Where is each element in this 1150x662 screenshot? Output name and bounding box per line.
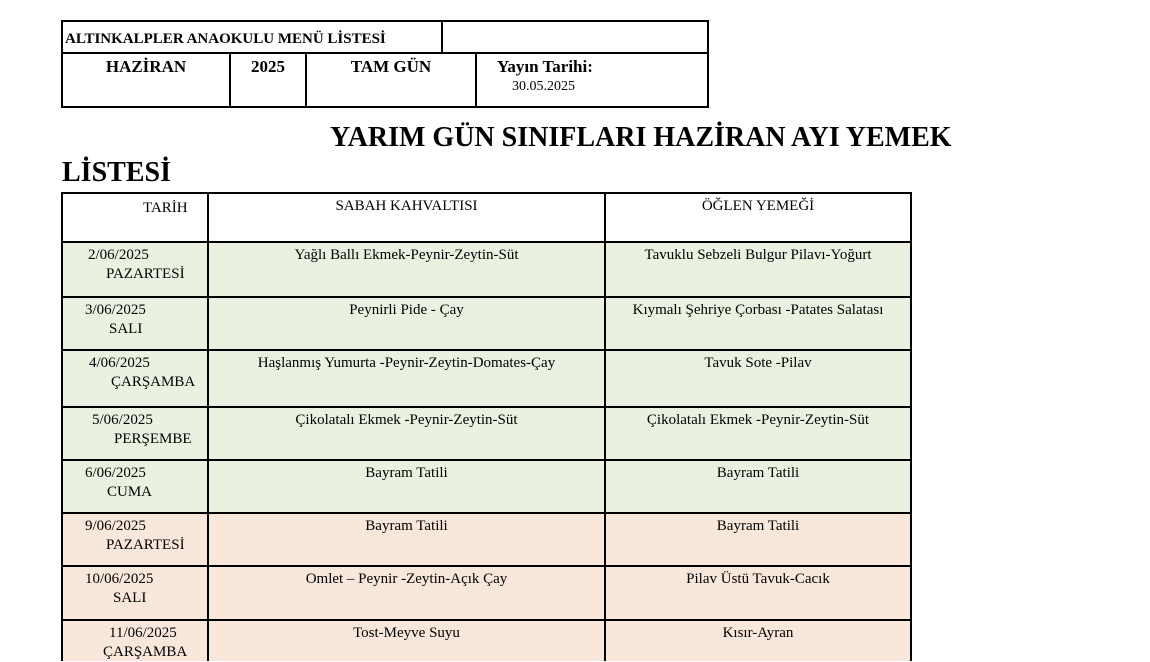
breakfast-cell: Yağlı Ballı Ekmek-Peynir-Zeytin-Süt xyxy=(209,243,606,296)
lunch-cell: Çikolatalı Ekmek -Peynir-Zeytin-Süt xyxy=(606,408,912,459)
month-cell xyxy=(63,54,231,106)
month: HAZİRAN xyxy=(105,57,187,76)
publish-cell xyxy=(477,54,707,106)
school-title: ALTINKALPLER ANAOKULU MENÜ LİSTESİ xyxy=(65,31,386,47)
type-cell xyxy=(307,54,477,106)
page-title: YARIM GÜN SINIFLARI HAZİRAN AYI YEMEK xyxy=(330,122,952,153)
date-cell xyxy=(63,351,209,406)
page-title-cont: LİSTESİ xyxy=(62,157,171,188)
lunch-cell: Bayram Tatili xyxy=(606,461,912,512)
header-lunch: ÖĞLEN YEMEĞİ xyxy=(606,194,912,241)
row-day: PERŞEMBE xyxy=(114,431,192,447)
row-day: SALI xyxy=(113,590,147,606)
header-date xyxy=(63,194,209,241)
row-day: PAZARTESİ xyxy=(106,266,185,282)
lunch-cell: Tavuklu Sebzeli Bulgur Pilavı-Yoğurt xyxy=(606,243,912,296)
lunch-cell: Kıymalı Şehriye Çorbası -Patates Salatası xyxy=(606,298,912,349)
table-row xyxy=(63,298,912,351)
publish-label: Yayın Tarihi: xyxy=(497,57,593,76)
date-cell xyxy=(63,514,209,565)
date-cell xyxy=(63,408,209,459)
date-cell xyxy=(63,567,209,619)
table-row xyxy=(63,243,912,298)
row-date: 6/06/2025 xyxy=(85,465,146,481)
row-date: 11/06/2025 xyxy=(109,625,177,641)
table-header xyxy=(63,194,912,243)
lunch-cell: Kısır-Ayran xyxy=(606,621,912,661)
year-cell xyxy=(231,54,307,106)
header-breakfast: SABAH KAHVALTISI xyxy=(209,194,606,241)
row-date: 2/06/2025 xyxy=(88,247,149,263)
row-day: SALI xyxy=(109,321,143,337)
row-day: CUMA xyxy=(107,484,153,500)
date-cell xyxy=(63,461,209,512)
menu-type: TAM GÜN xyxy=(350,57,432,76)
header-table xyxy=(61,20,709,108)
header-title-row xyxy=(63,22,707,54)
breakfast-cell: Peynirli Pide - Çay xyxy=(209,298,606,349)
breakfast-cell: Çikolatalı Ekmek -Peynir-Zeytin-Süt xyxy=(209,408,606,459)
publish-date: 30.05.2025 xyxy=(512,79,575,94)
header-date-label: TARİH xyxy=(143,200,188,216)
date-cell xyxy=(63,621,209,661)
breakfast-cell: Omlet – Peynir -Zeytin-Açık Çay xyxy=(209,567,606,619)
row-day: PAZARTESİ xyxy=(106,537,185,553)
breakfast-cell: Tost-Meyve Suyu xyxy=(209,621,606,661)
table-row xyxy=(63,567,912,621)
menu-table xyxy=(61,192,912,661)
row-day: ÇARŞAMBA xyxy=(111,374,196,390)
date-cell xyxy=(63,298,209,349)
table-row xyxy=(63,351,912,408)
lunch-cell: Bayram Tatili xyxy=(606,514,912,565)
row-date: 9/06/2025 xyxy=(85,518,146,534)
breakfast-cell: Bayram Tatili xyxy=(209,461,606,512)
row-date: 5/06/2025 xyxy=(92,412,153,428)
row-date: 3/06/2025 xyxy=(85,302,146,318)
row-day: ÇARŞAMBA xyxy=(103,644,188,660)
row-date: 10/06/2025 xyxy=(85,571,154,587)
breakfast-cell: Bayram Tatili xyxy=(209,514,606,565)
lunch-cell: Tavuk Sote -Pilav xyxy=(606,351,912,406)
breakfast-cell: Haşlanmış Yumurta -Peynir-Zeytin-Domates-Çay xyxy=(209,351,606,406)
lunch-cell: Pilav Üstü Tavuk-Cacık xyxy=(606,567,912,619)
header-info-row xyxy=(63,54,707,106)
date-cell xyxy=(63,243,209,296)
row-date: 4/06/2025 xyxy=(89,355,150,371)
header-divider xyxy=(441,22,443,53)
year: 2025 xyxy=(251,57,285,76)
table-row xyxy=(63,621,912,661)
table-row xyxy=(63,408,912,461)
table-row xyxy=(63,514,912,567)
table-row xyxy=(63,461,912,514)
